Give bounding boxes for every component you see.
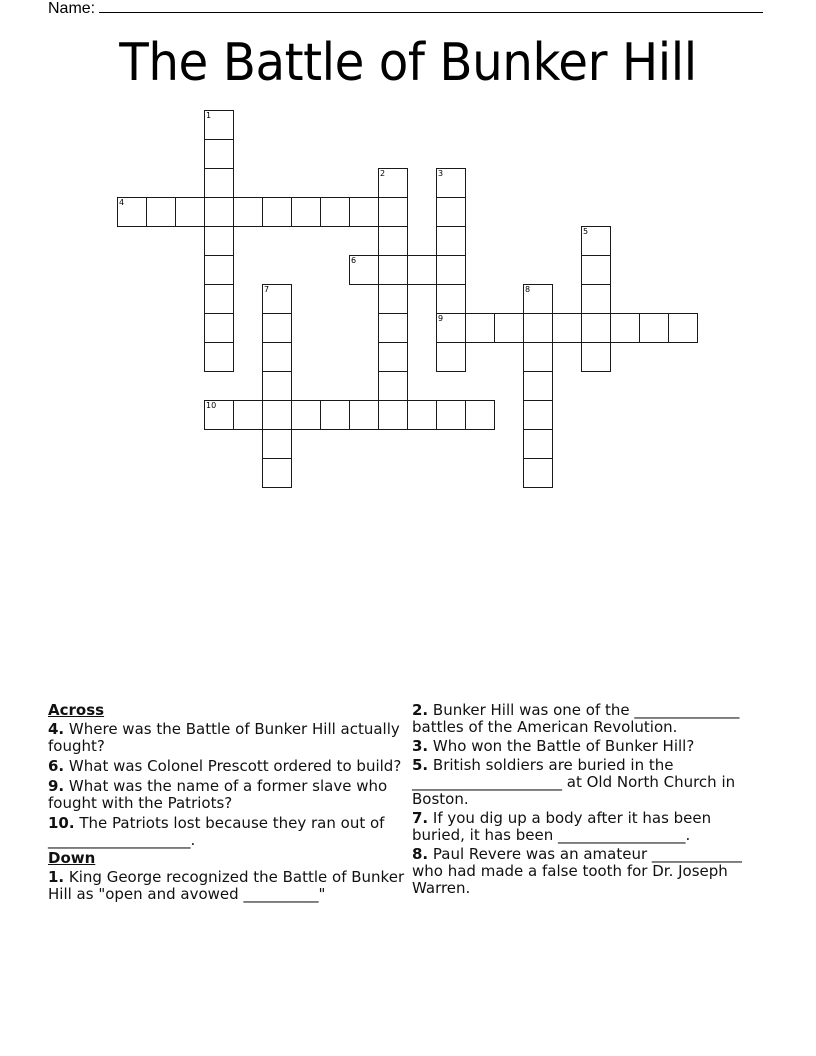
crossword-cell[interactable] — [262, 342, 292, 372]
clue-number: 8. — [412, 845, 429, 863]
crossword-cell[interactable] — [291, 197, 321, 227]
crossword-cell[interactable] — [378, 168, 408, 198]
crossword-cell[interactable] — [668, 313, 698, 343]
crossword-cell[interactable] — [262, 284, 292, 314]
clue-number: 3. — [412, 737, 429, 755]
clue-number: 4. — [48, 720, 65, 738]
down-heading: Down — [48, 849, 96, 867]
crossword-cell[interactable] — [610, 313, 640, 343]
crossword-cell[interactable] — [320, 400, 350, 430]
clue-text: King George recognized the Battle of Bunker Hill as "open and avowed __________" — [48, 868, 405, 903]
clue-number: 6. — [48, 757, 65, 775]
crossword-cell[interactable] — [349, 255, 379, 285]
crossword-cell[interactable] — [175, 197, 205, 227]
clue-down-5 — [412, 757, 762, 808]
crossword-cell[interactable] — [204, 284, 234, 314]
crossword-cell[interactable] — [204, 197, 234, 227]
page-title: The Battle of Bunker Hill — [119, 33, 697, 93]
cell-number: 4 — [119, 198, 125, 207]
across-heading: Across — [48, 701, 105, 719]
cell-number: 1 — [206, 111, 212, 120]
clue-across-6 — [48, 758, 408, 775]
clue-number: 5. — [412, 756, 429, 774]
clue-text: Bunker Hill was one of the ______________ battles of the American Revolution. — [412, 701, 740, 736]
clue-down-2 — [412, 702, 762, 736]
crossword-cell[interactable] — [436, 255, 466, 285]
clue-text: Where was the Battle of Bunker Hill actually fought? — [48, 720, 400, 755]
crossword-cell[interactable] — [204, 226, 234, 256]
crossword-cell[interactable] — [349, 197, 379, 227]
crossword-cell[interactable] — [581, 313, 611, 343]
name-label: Name: — [48, 0, 96, 17]
crossword-cell[interactable] — [378, 255, 408, 285]
crossword-cell[interactable] — [436, 226, 466, 256]
clues-column-left — [48, 702, 408, 906]
crossword-cell[interactable] — [523, 313, 553, 343]
clue-down-3 — [412, 738, 762, 755]
crossword-cell[interactable] — [436, 284, 466, 314]
crossword-cell[interactable] — [436, 313, 466, 343]
crossword-cell[interactable] — [204, 168, 234, 198]
crossword-cell[interactable] — [320, 197, 350, 227]
crossword-cell[interactable] — [291, 400, 321, 430]
clue-text: What was the name of a former slave who fought with the Patriots? — [48, 777, 388, 812]
clue-number: 1. — [48, 868, 65, 886]
crossword-cell[interactable] — [262, 400, 292, 430]
crossword-cell[interactable] — [523, 400, 553, 430]
clue-down-7 — [412, 810, 762, 844]
clue-text: British soldiers are buried in the ____________________ at Old North Church in Boston. — [412, 756, 736, 808]
clue-number: 9. — [48, 777, 65, 795]
crossword-cell[interactable] — [523, 284, 553, 314]
crossword-cell[interactable] — [262, 313, 292, 343]
clue-across-10 — [48, 815, 408, 849]
crossword-grid — [0, 0, 816, 520]
cell-number: 9 — [438, 314, 444, 323]
crossword-cell[interactable] — [204, 400, 234, 430]
crossword-cell[interactable] — [407, 400, 437, 430]
crossword-cell[interactable] — [523, 458, 553, 488]
cell-number: 7 — [264, 285, 270, 294]
crossword-cell[interactable] — [378, 371, 408, 401]
crossword-cell[interactable] — [378, 342, 408, 372]
crossword-cell[interactable] — [378, 284, 408, 314]
crossword-cell[interactable] — [494, 313, 524, 343]
cell-number: 8 — [525, 285, 531, 294]
crossword-cell[interactable] — [436, 168, 466, 198]
clue-text: The Patriots lost because they ran out of ___________________. — [48, 814, 385, 849]
crossword-cell[interactable] — [378, 197, 408, 227]
crossword-cell[interactable] — [204, 255, 234, 285]
crossword-cell[interactable] — [523, 371, 553, 401]
crossword-cell[interactable] — [204, 342, 234, 372]
crossword-cell[interactable] — [378, 313, 408, 343]
crossword-cell[interactable] — [204, 110, 234, 140]
clue-text: What was Colonel Prescott ordered to build? — [64, 757, 402, 775]
crossword-cell[interactable] — [581, 255, 611, 285]
cell-number: 6 — [351, 256, 357, 265]
clue-text: Paul Revere was an amateur ____________ who had made a false tooth for Dr. Joseph Warren. — [412, 845, 742, 897]
clue-number: 10. — [48, 814, 75, 832]
clue-text: Who won the Battle of Bunker Hill? — [428, 737, 695, 755]
crossword-cell[interactable] — [262, 371, 292, 401]
crossword-cell[interactable] — [523, 342, 553, 372]
crossword-cell[interactable] — [639, 313, 669, 343]
clue-text: If you dig up a body after it has been buried, it has been _________________. — [412, 809, 712, 844]
clue-across-9 — [48, 778, 408, 812]
cell-number: 10 — [206, 401, 217, 410]
cell-number: 3 — [438, 169, 444, 178]
crossword-cell[interactable] — [349, 400, 379, 430]
crossword-cell[interactable] — [436, 400, 466, 430]
crossword-cell[interactable] — [581, 284, 611, 314]
crossword-cell[interactable] — [146, 197, 176, 227]
crossword-cell[interactable] — [204, 313, 234, 343]
crossword-cell[interactable] — [465, 313, 495, 343]
clue-number: 2. — [412, 701, 429, 719]
clue-down-1 — [48, 869, 408, 903]
clue-across-4 — [48, 721, 408, 755]
crossword-cell[interactable] — [407, 255, 437, 285]
crossword-cell[interactable] — [204, 139, 234, 169]
clue-number: 7. — [412, 809, 429, 827]
clue-down-8 — [412, 846, 762, 897]
crossword-cell[interactable] — [581, 226, 611, 256]
crossword-cell[interactable] — [378, 400, 408, 430]
crossword-cell[interactable] — [523, 429, 553, 459]
crossword-cell[interactable] — [465, 400, 495, 430]
crossword-cell[interactable] — [436, 197, 466, 227]
crossword-cell[interactable] — [262, 458, 292, 488]
crossword-cell[interactable] — [233, 400, 263, 430]
cell-number: 2 — [380, 169, 386, 178]
crossword-cell[interactable] — [233, 197, 263, 227]
crossword-cell[interactable] — [378, 226, 408, 256]
crossword-cell[interactable] — [262, 429, 292, 459]
crossword-cell[interactable] — [262, 197, 292, 227]
clues-column-right — [412, 702, 762, 899]
crossword-cell[interactable] — [436, 342, 466, 372]
crossword-cell[interactable] — [552, 313, 582, 343]
crossword-cell[interactable] — [581, 342, 611, 372]
cell-number: 5 — [583, 227, 589, 236]
crossword-cell[interactable] — [117, 197, 147, 227]
